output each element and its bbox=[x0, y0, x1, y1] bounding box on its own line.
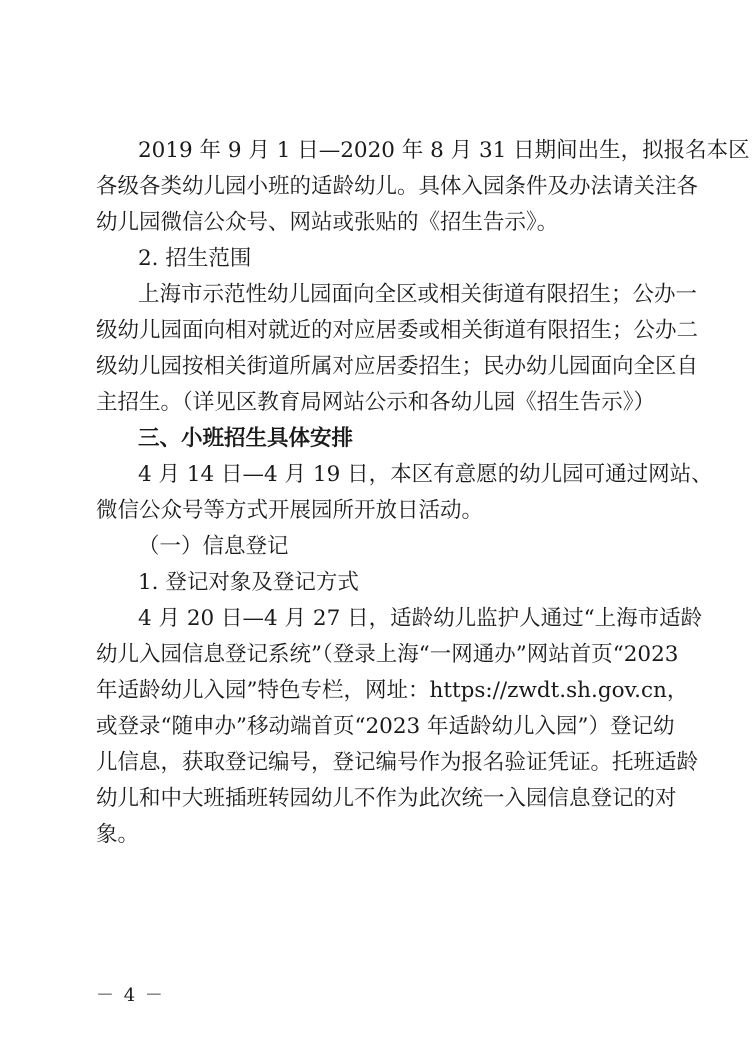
section-heading: 2. 招生范围 bbox=[138, 246, 252, 271]
paragraph-line: 上海市示范性幼儿园面向全区或相关街道有限招生；公办一 bbox=[138, 282, 698, 307]
paragraph-line: 2019 年 9 月 1 日—2020 年 8 月 31 日期间出生，拟报名本区 bbox=[138, 138, 750, 163]
paragraph-line: 幼儿和中大班插班转园幼儿不作为此次统一入园信息登记的对 bbox=[96, 786, 677, 811]
paragraph-line: 级幼儿园面向相对就近的对应居委或相关街道有限招生；公办二 bbox=[96, 318, 699, 343]
page-number: － 4 － bbox=[96, 985, 165, 1006]
paragraph-line: 4 月 20 日—4 月 27 日，适龄幼儿监护人通过“上海市适龄 bbox=[138, 606, 703, 631]
paragraph-line: 年适龄幼儿入园”特色专栏，网址：https://zwdt.sh.gov.cn， bbox=[96, 678, 689, 703]
subsection-heading: （一）信息登记 bbox=[138, 534, 289, 559]
section-heading: 1. 登记对象及登记方式 bbox=[138, 570, 359, 595]
chapter-heading: 三、小班招生具体安排 bbox=[138, 426, 354, 451]
paragraph-line: 级幼儿园按相关街道所属对应居委招生；民办幼儿园面向全区自 bbox=[96, 354, 699, 379]
paragraph-line: 或登录“随申办”移动端首页“2023 年适龄幼儿入园”）登记幼 bbox=[96, 714, 675, 739]
paragraph-line: 4 月 14 日—4 月 19 日，本区有意愿的幼儿园可通过网站、 bbox=[138, 462, 713, 487]
paragraph-line: 儿信息，获取登记编号，登记编号作为报名验证凭证。托班适龄 bbox=[96, 750, 699, 775]
paragraph-line: 各级各类幼儿园小班的适龄幼儿。具体入园条件及办法请关注各 bbox=[96, 174, 699, 199]
paragraph-line: 微信公众号等方式开展园所开放日活动。 bbox=[96, 498, 484, 523]
paragraph-line: 幼儿园微信公众号、网站或张贴的《招生告示》。 bbox=[96, 210, 559, 235]
paragraph-line: 主招生。（详见区教育局网站公示和各幼儿园《招生告示》） bbox=[96, 390, 656, 415]
paragraph-line: 象。 bbox=[96, 822, 140, 847]
paragraph-line: 幼儿入园信息登记系统”（登录上海“一网通办”网站首页“2023 bbox=[96, 642, 679, 667]
